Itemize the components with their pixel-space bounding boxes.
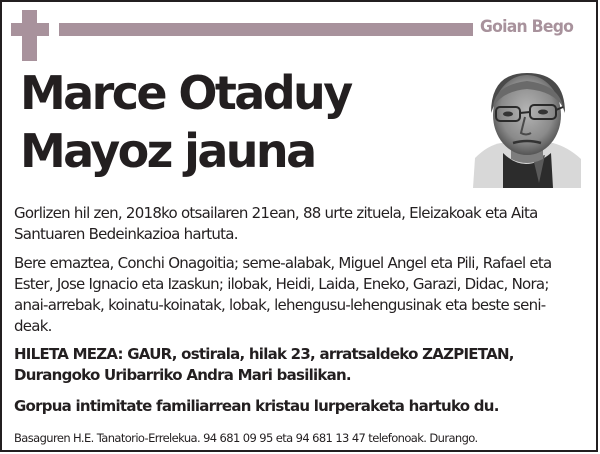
paragraph-death xyxy=(14,203,584,245)
text-line: anai-arrebak, koinatu-koinatak, lobak, lehengusu-lehengusinak eta beste seni- xyxy=(14,296,546,314)
cross-horizontal-bar xyxy=(11,23,49,36)
header-rule xyxy=(59,23,473,36)
text-line: Durangoko Uribarriko Andra Mari basilikan. xyxy=(14,366,351,384)
name-line-2: Mayoz jauna xyxy=(20,124,315,178)
paragraph-family xyxy=(14,253,584,337)
text-line: Bere emaztea, Conchi Onagoitia; seme-alabak, Miguel Angel eta Pili, Rafael eta xyxy=(14,254,552,272)
text-line: deak. xyxy=(14,317,52,335)
deceased-name xyxy=(20,64,351,180)
portrait-photo xyxy=(473,63,581,188)
header-title: Goian Bego xyxy=(480,17,574,37)
text-line: Gorlizen hil zen, 2018ko otsailaren 21ean, 88 urte zituela, Eleizakoak eta Aita xyxy=(14,204,538,222)
text-line: Gorpua intimitate familiarrean kristau lurperaketa hartuko du. xyxy=(14,397,499,415)
portrait-image-icon xyxy=(473,63,581,188)
paragraph-funeral xyxy=(14,344,584,386)
text-line: Santuaren Bedeinkazioa hartuta. xyxy=(14,225,238,243)
text-line: Ester, Jose Ignacio eta Izaskun; ilobak, Heidi, Laida, Eneko, Garazi, Didac, Nora; xyxy=(14,275,549,293)
funeral-home-footer: Basaguren H.E. Tanatorio-Errelekua. 94 681 09 95 eta 94 681 13 47 telefonoak. Durango. xyxy=(14,431,478,445)
paragraph-burial xyxy=(14,396,584,417)
text-line: HILETA MEZA: GAUR, ostirala, hilak 23, arratsaldeko ZAZPIETAN, xyxy=(14,345,514,363)
name-line-1: Marce Otaduy xyxy=(20,66,351,120)
